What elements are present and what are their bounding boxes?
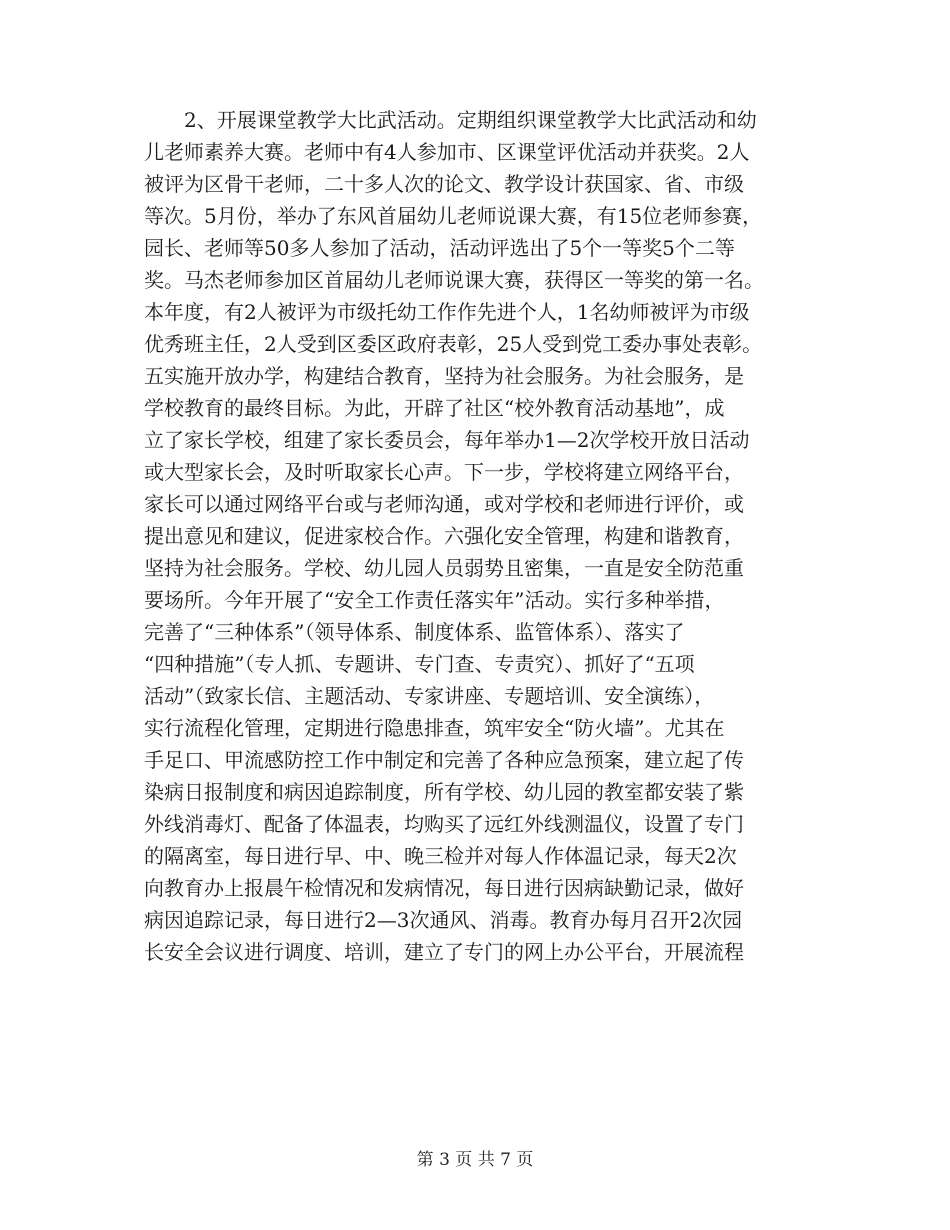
- text-line: 活动”（致家长信、主题活动、专家讲座、专题培训、安全演练），: [144, 684, 715, 708]
- text-line: 提出意见和建议，促进家校合作。六强化安全管理，构建和谐教育，: [144, 524, 744, 548]
- text-line: 的隔离室，每日进行早、中、晚三检并对每人作体温记录，每天2次: [144, 844, 737, 868]
- text-line: 奖。马杰老师参加区首届幼儿老师说课大赛，获得区一等奖的第一名。: [144, 268, 764, 292]
- text-line: 外线消毒灯、配备了体温表，均购买了远红外线测温仪，设置了专门: [144, 812, 744, 836]
- page-number-footer: 第 3 页 共 7 页: [416, 1150, 534, 1170]
- text-line: 坚持为社会服务。学校、幼儿园人员弱势且密集，一直是安全防范重: [144, 556, 744, 580]
- text-line: 园长、老师等50多人参加了活动，活动评选出了5个一等奖5个二等: [144, 236, 735, 260]
- body-text: [144, 104, 804, 968]
- text-line: 五实施开放办学，构建结合教育，坚持为社会服务。为社会服务，是: [144, 364, 744, 388]
- text-line: 立了家长学校，组建了家长委员会，每年举办1—2次学校开放日活动: [144, 428, 750, 452]
- text-line: 长安全会议进行调度、培训，建立了专门的网上办公平台，开展流程: [144, 940, 744, 964]
- text-line: “四种措施”（专人抓、专题讲、专门查、专责究）、抓好了“五项: [144, 652, 695, 676]
- text-line: 完善了“三种体系”（领导体系、制度体系、监管体系）、落实了: [144, 620, 685, 644]
- text-line: 优秀班主任，2人受到区委区政府表彰，25人受到党工委办事处表彰。: [144, 332, 763, 356]
- text-line: 手足口、甲流感防控工作中制定和完善了各种应急预案，建立起了传: [144, 748, 744, 772]
- text-line: 染病日报制度和病因追踪制度，所有学校、幼儿园的教室都安装了紫: [144, 780, 744, 804]
- text-line: 本年度，有2人被评为市级托幼工作作先进个人，1名幼师被评为市级: [144, 300, 750, 324]
- text-line: 向教育办上报晨午检情况和发病情况，每日进行因病缺勤记录，做好: [144, 876, 744, 900]
- text-line: 病因追踪记录，每日进行2—3次通风、消毒。教育办每月召开2次园: [144, 908, 743, 932]
- text-line: 或大型家长会，及时听取家长心声。下一步，学校将建立网络平台，: [144, 460, 744, 484]
- text-line: 实行流程化管理，定期进行隐患排查，筑牢安全“防火墙”。尤其在: [144, 716, 725, 740]
- text-line: 学校教育的最终目标。为此，开辟了社区“校外教育活动基地”，成: [144, 396, 725, 420]
- text-line: 家长可以通过网络平台或与老师沟通，或对学校和老师进行评价，或: [144, 492, 744, 516]
- text-line: 等次。5月份，举办了东风首届幼儿老师说课大赛，有15位老师参赛，: [144, 204, 763, 228]
- text-line: 被评为区骨干老师，二十多人次的论文、教学设计获国家、省、市级: [144, 172, 744, 196]
- text-line: 2、开展课堂教学大比武活动。定期组织课堂教学大比武活动和幼: [184, 108, 757, 132]
- text-line: 要场所。今年开展了“安全工作责任落实年”活动。实行多种举措，: [144, 588, 725, 612]
- text-line: 儿老师素养大赛。老师中有4人参加市、区课堂评优活动并获奖。2人: [144, 140, 750, 164]
